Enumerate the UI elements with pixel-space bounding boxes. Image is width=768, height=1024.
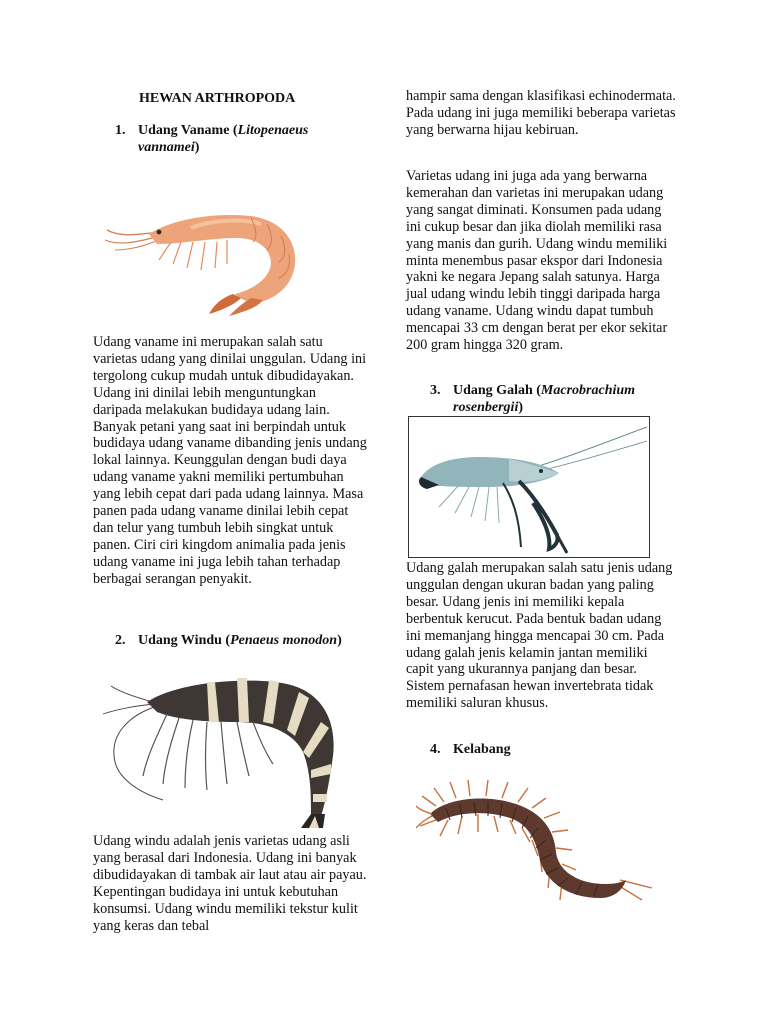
paragraph-windu-part2: hampir sama dengan klasifikasi echinodermata. Pada udang ini juga memiliki beberapa varietas yang berwarna hijau kebiruan. (406, 88, 676, 138)
galah-shrimp-image (408, 416, 650, 558)
item-heading-kelabang: 4. Kelabang (430, 742, 511, 757)
windu-shrimp-image (97, 666, 363, 828)
item-heading-windu: 2. Udang Windu (Penaeus monodon) (115, 633, 342, 648)
paragraph-windu-part3: Varietas udang ini juga ada yang berwarna kemerahan dan varietas ini merupakan udang yang sangat diminati. Konsumen pada udang ini cukup besar dan jika diolah memiliki rasa yang manis dan gurih. Udang windu memiliki minta menembus pasar ekspor dari Indonesia yakni ke negara Jepang salah satunya. Harga jual udang windu lebih tinggi daripada harga udang vaname. Udang windu dapat tumbuh mencapai 33 cm dengan berat per ekor sekitar 200 gram hingga 320 gram. (406, 168, 668, 354)
paragraph-windu-part1: Udang windu adalah jenis varietas udang asli yang berasal dari Indonesia. Udang ini banyak dibudidayakan di tambak air laut atau air payau. Kepentingan budidaya ini untuk kebutuhan konsumsi. Udang windu memiliki tekstur kulit yang keras dan tebal (93, 833, 367, 934)
item-heading-vaname: 1. Udang Vaname (Litopenaeus vannamei) (115, 123, 309, 155)
vaname-shrimp-image (101, 172, 323, 316)
paragraph-galah: Udang galah merupakan salah satu jenis udang unggulan dengan ukuran badan yang paling besar. Udang jenis ini memiliki kepala berbentuk kerucut. Pada bentuk badan udang ini memanjang hingga mencapai 30 cm. Pada udang galah jenis kelamin jantan memiliki capit yang ukurannya panjang dan besar. Sistem pernafasan hewan invertebrata tidak memiliki saluran khusus. (406, 560, 673, 712)
paragraph-vaname: Udang vaname ini merupakan salah satu varietas udang yang dinilai unggulan. Udang ini tergolong cukup mudah untuk dibudidayakan. Udang ini dinilai lebih menguntungkan daripada melakukan budidaya udang lain. Banyak petani yang saat ini berpindah untuk budidaya udang vaname dibanding jenis undang lokal lainnya. Keunggulan dengan budi daya udang vaname yakni memiliki pertumbuhan yang lebih cepat dari pada udang lainnya. Masa panen pada udang vaname dinilai lebih cepat dan telur yang tumbuh lebih singkat untuk panen. Ciri ciri kingdom animalia pada jenis udang vaname ini juga lebih tahan terhadap berbagai serangan penyakit. (93, 334, 367, 587)
kelabang-centipede-image (416, 776, 660, 916)
document-title: HEWAN ARTHROPODA (139, 91, 296, 106)
item-heading-galah: 3. Udang Galah (Macrobrachium rosenbergii) (430, 383, 636, 415)
